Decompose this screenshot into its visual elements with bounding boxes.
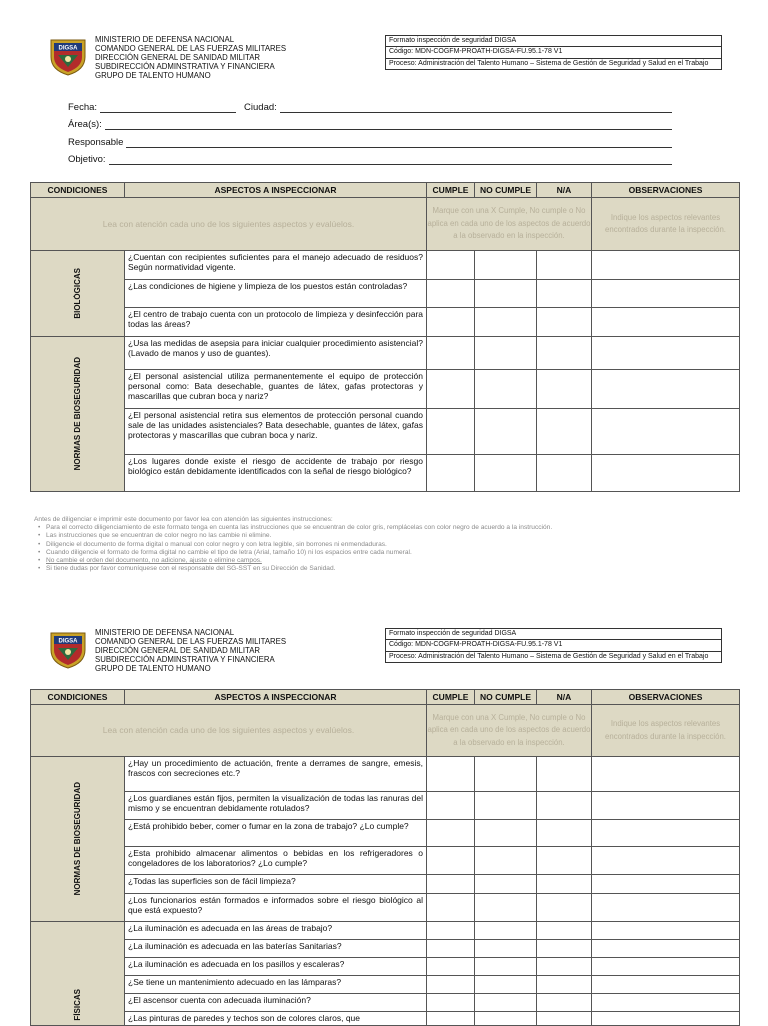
- na-cell[interactable]: [537, 940, 592, 958]
- observaciones-cell[interactable]: [592, 847, 740, 875]
- cumple-cell[interactable]: [427, 1012, 475, 1026]
- org-line: DIRECCIÓN GENERAL DE SANIDAD MILITAR: [95, 53, 261, 62]
- instructions-notes: [34, 516, 734, 573]
- observaciones-cell[interactable]: [592, 820, 740, 847]
- cumple-cell[interactable]: [427, 280, 475, 308]
- org-line: DIRECCIÓN GENERAL DE SANIDAD MILITAR: [95, 646, 261, 655]
- logo-text: DIGSA: [58, 638, 78, 645]
- fecha-field[interactable]: [100, 101, 236, 113]
- col-na: N/A: [537, 690, 592, 705]
- observaciones-cell[interactable]: [592, 757, 740, 792]
- no-cumple-cell[interactable]: [475, 847, 537, 875]
- na-cell[interactable]: [537, 994, 592, 1012]
- observaciones-cell[interactable]: [592, 976, 740, 994]
- digsa-shield-logo: [48, 37, 88, 77]
- no-cumple-cell[interactable]: [475, 994, 537, 1012]
- org-line: SUBDIRECCIÓN ADMINSTRATIVA Y FINANCIERA: [95, 655, 275, 664]
- col-cumple: CUMPLE: [427, 690, 475, 705]
- cumple-cell[interactable]: [427, 757, 475, 792]
- observaciones-cell[interactable]: [592, 922, 740, 940]
- organization-block: [95, 35, 381, 80]
- cumple-cell[interactable]: [427, 820, 475, 847]
- cumple-cell[interactable]: [427, 337, 475, 370]
- format-meta-box: [385, 35, 722, 70]
- na-cell[interactable]: [537, 757, 592, 792]
- intro-instruction: Lea con atención cada uno de los siguientes aspectos y evalúelos.: [31, 705, 427, 757]
- section-label: NORMAS DE BIOSEGURIDAD: [73, 782, 82, 896]
- org-line: COMANDO GENERAL DE LAS FUERZAS MILITARES: [95, 637, 287, 646]
- col-cumple: CUMPLE: [427, 183, 475, 198]
- no-cumple-cell[interactable]: [475, 251, 537, 280]
- cumple-cell[interactable]: [427, 251, 475, 280]
- note-item: • No cambie el orden del documento, no adicione, ajuste o elimine campos.: [42, 557, 734, 565]
- no-cumple-cell[interactable]: [475, 922, 537, 940]
- responsable-field[interactable]: [126, 136, 672, 148]
- cumple-cell[interactable]: [427, 922, 475, 940]
- no-cumple-cell[interactable]: [475, 820, 537, 847]
- question: ¿Los lugares donde existe el riesgo de accidente de trabajo por riesgo biológico están debidamente identificados con la señal de riesgo biológico?: [125, 455, 427, 492]
- ciudad-label: Ciudad:: [244, 101, 277, 113]
- org-line: SUBDIRECCIÓN ADMINSTRATIVA Y FINANCIERA: [95, 62, 275, 71]
- col-observaciones: OBSERVACIONES: [592, 183, 740, 198]
- digsa-shield-logo: [48, 630, 88, 670]
- intro-mark-instruction: Marque con una X Cumple, No cumple o No aplica en cada uno de los aspectos de acuerdo a la observado en la inspección.: [427, 198, 592, 251]
- logo-text: DIGSA: [58, 45, 78, 52]
- observaciones-cell[interactable]: [592, 251, 740, 280]
- col-condiciones: CONDICIONES: [31, 183, 125, 198]
- question: ¿Cuentan con recipientes suficientes para el manejo adecuado de residuos? Según normatividad vigente.: [125, 251, 427, 280]
- na-cell[interactable]: [537, 409, 592, 455]
- observaciones-cell[interactable]: [592, 792, 740, 820]
- areas-label: Área(s):: [68, 119, 102, 130]
- notes-intro: Antes de diligenciar e imprimir este documento por favor lea con atención las siguientes instrucciones:: [34, 516, 333, 523]
- observaciones-cell[interactable]: [592, 1012, 740, 1026]
- na-cell[interactable]: [537, 1012, 592, 1026]
- cumple-cell[interactable]: [427, 976, 475, 994]
- question: ¿Usa las medidas de asepsia para iniciar cualquier procedimiento asistencial? (Lavado de manos y uso de guantes).: [125, 337, 427, 370]
- no-cumple-cell[interactable]: [475, 894, 537, 922]
- cumple-cell[interactable]: [427, 875, 475, 894]
- org-line: GRUPO DE TALENTO HUMANO: [95, 664, 211, 673]
- note-item: • Cuando diligencie el formato de forma digital no cambie el tipo de letra (Arial, tamaño 10) ni los espacios entre cada numeral.: [42, 549, 734, 557]
- question: ¿El personal asistencial retira sus elementos de protección personal cuando sale de las unidades asistenciales? Bata desechable, guantes de látex, gafas protectoras y mascarillas que cubran boca y nariz.: [125, 409, 427, 455]
- responsable-label: Responsable: [68, 136, 124, 148]
- question: ¿Esta prohibido almacenar alimentos o bebidas en los refrigeradores o congeladores de los laboratorios? ¿Lo cumple?: [125, 847, 427, 875]
- col-no-cumple: NO CUMPLE: [475, 183, 537, 198]
- note-item: • Las instrucciones que se encuentran de color negro no las cambie ni elimine.: [42, 532, 734, 540]
- cumple-cell[interactable]: [427, 308, 475, 337]
- no-cumple-cell[interactable]: [475, 940, 537, 958]
- cumple-cell[interactable]: [427, 409, 475, 455]
- question: ¿El ascensor cuenta con adecuada iluminación?: [125, 994, 427, 1012]
- col-no-cumple: NO CUMPLE: [475, 690, 537, 705]
- observaciones-cell[interactable]: [592, 280, 740, 308]
- question: ¿Los guardianes están fijos, permiten la visualización de todas las ranuras del mismo y se encuentran debidamente rotulados?: [125, 792, 427, 820]
- question: ¿Las pinturas de paredes y techos son de colores claros, que: [125, 1012, 427, 1026]
- question: ¿Los funcionarios están formados e informados sobre el riesgo biológico al que está expuesto?: [125, 894, 427, 922]
- format-process: Proceso: Administración del Talento Humano – Sistema de Gestión de Seguridad y Salud en el Trabajo: [389, 652, 709, 660]
- intro-mark-instruction: Marque con una X Cumple, No cumple o No aplica en cada uno de los aspectos de acuerdo a la observado en la inspección.: [427, 705, 592, 757]
- format-code: Código: MDN-COGFM-PROATH-DIGSA-FU.95.1-78 V1: [386, 640, 721, 651]
- no-cumple-cell[interactable]: [475, 976, 537, 994]
- cumple-cell[interactable]: [427, 958, 475, 976]
- intro-obs-instruction: Indique los aspectos relevantes encontrados durante la inspección.: [592, 705, 740, 757]
- cumple-cell[interactable]: [427, 894, 475, 922]
- format-meta-box: [385, 628, 722, 663]
- section-biologicas: [31, 251, 125, 337]
- question: ¿Está prohibido beber, comer o fumar en la zona de trabajo? ¿Lo cumple?: [125, 820, 427, 847]
- cumple-cell[interactable]: [427, 370, 475, 409]
- objetivo-field[interactable]: [109, 153, 673, 165]
- no-cumple-cell[interactable]: [475, 875, 537, 894]
- section-label: NORMAS DE BIOSEGURIDAD: [73, 357, 82, 471]
- org-line: GRUPO DE TALENTO HUMANO: [95, 71, 211, 80]
- col-observaciones: OBSERVACIONES: [592, 690, 740, 705]
- col-condiciones: CONDICIONES: [31, 690, 125, 705]
- observaciones-cell[interactable]: [592, 958, 740, 976]
- observaciones-cell[interactable]: [592, 894, 740, 922]
- no-cumple-cell[interactable]: [475, 757, 537, 792]
- inspection-form-fields: [68, 95, 672, 165]
- format-code: Código: MDN-COGFM-PROATH-DIGSA-FU.95.1-78 V1: [386, 47, 721, 58]
- areas-field[interactable]: [105, 118, 672, 130]
- org-line: MINISTERIO DE DEFENSA NACIONAL: [95, 628, 235, 637]
- no-cumple-cell[interactable]: [475, 308, 537, 337]
- observaciones-cell[interactable]: [592, 455, 740, 492]
- fecha-label: Fecha:: [68, 101, 98, 113]
- observaciones-cell[interactable]: [592, 370, 740, 409]
- no-cumple-cell[interactable]: [475, 792, 537, 820]
- format-name: Formato inspección de seguridad DIGSA: [386, 36, 721, 47]
- question: ¿Las condiciones de higiene y limpieza de los puestos están controladas?: [125, 280, 427, 308]
- na-cell[interactable]: [537, 792, 592, 820]
- observaciones-cell[interactable]: [592, 940, 740, 958]
- document-header: [46, 35, 722, 81]
- na-cell[interactable]: [537, 875, 592, 894]
- no-cumple-cell[interactable]: [475, 370, 537, 409]
- cumple-cell[interactable]: [427, 940, 475, 958]
- question: ¿El centro de trabajo cuenta con un protocolo de limpieza y desinfección para todas las áreas?: [125, 308, 427, 337]
- no-cumple-cell[interactable]: [475, 958, 537, 976]
- na-cell[interactable]: [537, 370, 592, 409]
- org-line: MINISTERIO DE DEFENSA NACIONAL: [95, 35, 235, 44]
- organization-block: [95, 628, 381, 673]
- col-na: N/A: [537, 183, 592, 198]
- intro-instruction: Lea con atención cada uno de los siguientes aspectos y evalúelos.: [31, 198, 427, 251]
- format-name: Formato inspección de seguridad DIGSA: [386, 629, 721, 640]
- na-cell[interactable]: [537, 958, 592, 976]
- na-cell[interactable]: [537, 922, 592, 940]
- section-bioseguridad: [31, 757, 125, 922]
- na-cell[interactable]: [537, 280, 592, 308]
- inspection-table-1: [30, 182, 740, 492]
- question: ¿Hay un procedimiento de actuación, frente a derrames de sangre, emesis, frascos con secreciones etc.?: [125, 757, 427, 792]
- no-cumple-cell[interactable]: [475, 337, 537, 370]
- ciudad-field[interactable]: [280, 101, 672, 113]
- observaciones-cell[interactable]: [592, 994, 740, 1012]
- note-item: • Para el correcto diligenciamiento de este formato tenga en cuenta las instrucciones que se encuentran de color gris, remplácelas con color negro de acuerdo a la instrucción.: [42, 524, 734, 532]
- objetivo-label: Objetivo:: [68, 154, 106, 165]
- question: ¿Se tiene un mantenimiento adecuado en las lámparas?: [125, 976, 427, 994]
- question: ¿El personal asistencial utiliza permanentemente el equipo de protección personal como: Bata desechable, guantes de látex, gafas protectoras y mascarillas que cubran boca y nariz?: [125, 370, 427, 409]
- na-cell[interactable]: [537, 337, 592, 370]
- note-item: • Si tiene dudas por favor comuníquese con el responsable del SG-SST en su Dirección de Sanidad.: [42, 565, 734, 573]
- no-cumple-cell[interactable]: [475, 409, 537, 455]
- na-cell[interactable]: [537, 820, 592, 847]
- no-cumple-cell[interactable]: [475, 1012, 537, 1026]
- intro-obs-instruction: Indique los aspectos relevantes encontrados durante la inspección.: [592, 198, 740, 251]
- na-cell[interactable]: [537, 976, 592, 994]
- section-fisicas: [31, 922, 125, 1026]
- section-bioseguridad: [31, 337, 125, 492]
- na-cell[interactable]: [537, 455, 592, 492]
- observaciones-cell[interactable]: [592, 308, 740, 337]
- question: ¿La iluminación es adecuada en las áreas de trabajo?: [125, 922, 427, 940]
- section-label: BIOLÓGICAS: [73, 268, 82, 319]
- format-process: Proceso: Administración del Talento Humano – Sistema de Gestión de Seguridad y Salud en el Trabajo: [389, 59, 709, 67]
- cumple-cell[interactable]: [427, 847, 475, 875]
- question: ¿Todas las superficies son de fácil limpieza?: [125, 875, 427, 894]
- cumple-cell[interactable]: [427, 994, 475, 1012]
- no-cumple-cell[interactable]: [475, 455, 537, 492]
- org-line: COMANDO GENERAL DE LAS FUERZAS MILITARES: [95, 44, 287, 53]
- col-aspectos: ASPECTOS A INSPECCIONAR: [125, 690, 427, 705]
- na-cell[interactable]: [537, 308, 592, 337]
- col-aspectos: ASPECTOS A INSPECCIONAR: [125, 183, 427, 198]
- observaciones-cell[interactable]: [592, 875, 740, 894]
- note-item: • Diligencie el documento de forma digital o manual con color negro y con letra legible, sin borrones ni enmendaduras.: [42, 541, 734, 549]
- question: ¿La iluminación es adecuada en las baterías Sanitarias?: [125, 940, 427, 958]
- na-cell[interactable]: [537, 847, 592, 875]
- no-cumple-cell[interactable]: [475, 280, 537, 308]
- document-header-page2: [46, 628, 722, 674]
- inspection-table-2: [30, 689, 740, 1026]
- cumple-cell[interactable]: [427, 455, 475, 492]
- cumple-cell[interactable]: [427, 792, 475, 820]
- section-label: FÍSICAS: [73, 989, 82, 1021]
- question: ¿La iluminación es adecuada en los pasillos y escaleras?: [125, 958, 427, 976]
- na-cell[interactable]: [537, 251, 592, 280]
- na-cell[interactable]: [537, 894, 592, 922]
- observaciones-cell[interactable]: [592, 337, 740, 370]
- observaciones-cell[interactable]: [592, 409, 740, 455]
